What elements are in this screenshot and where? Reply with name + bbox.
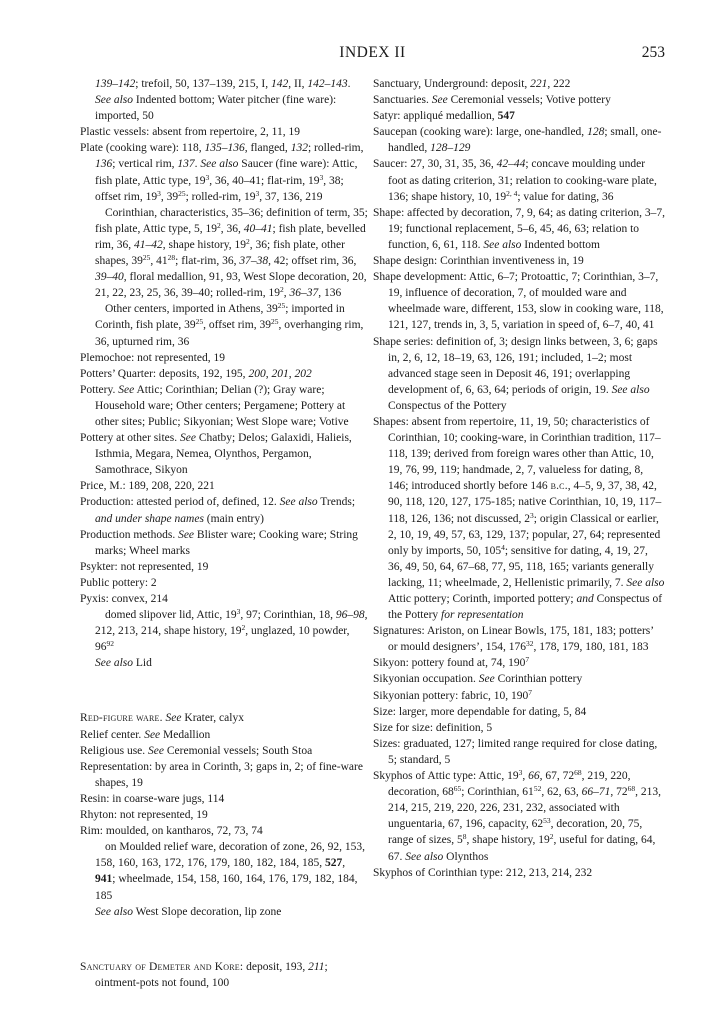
index-entry: Shape design: Corinthian inventiveness in, 19: [373, 255, 584, 268]
index-entry: Satyr: appliqué medallion, 547: [373, 110, 515, 123]
index-entry: Skyphos of Attic type: Attic, $19^3$, 66, 67, $72^{68}$, 219, 220, decoration, $68^{65}$; Corinthian, $61^{52}$, 62, 63, 66–71, $72^{68}$, 213, 214, 215, 219, 220, 226, 231, 232, associated with unguentaria, 67, 196, capacity, $62^{53}$, decoration, 20, 75, range of sizes, $5^8$, shape history, $19^2$, useful for dating, 64, 67. See also Olynthos: [373, 768, 661, 863]
index-entry: Shapes: absent from repertoire, 11, 19, 50; characteristics of Corinthian, 10; cooking-ware, in Corinthian tradition, 117–118, 139; derived from foreign wares other than Attic, 10, 19, 76, 99, 119; handmade, 2, 7, valueless for dating, 8, 146; introduced shortly before 146 b.c., 4–5, 9, 37, 38, 42, 90, 118, 120, 127, 175-185; native Corinthian, 10, 19, 117–118, 126, 136; not discussed, $2^3$; origin Classical or earlier, 2, 10, 19, 49, 57, 63, 129, 137; popular, 27, 64; represented only by imports, 50, $105^4$; sensitive for dating, 4, 19, 27, 36, 49, 50, 64, 67–68, 77, 95, 118, 165; variants generally lacking, 11; wheelmade, 2, Hellenistic primarily, 7. See also Attic pottery; Corinth, imported pottery; and Conspectus of the Pottery for representation: [373, 415, 665, 622]
index-entry: Shape series: definition of, 3; design links between, 3, 6; gaps in, 2, 6, 12, 18–19, 63, 126, 191; included, 1–2; most advanced stage seen in Deposit 46, 191; overlapping development of, 6, 63, 64; periods of origin, 19. See also Conspectus of the Pottery: [373, 335, 658, 412]
index-entry: Signatures: Ariston, on Linear Bowls, 175, 181, 183; potters’ or mould designers’, 154, $176^{32}$, 178, 179, 180, 181, 183: [373, 625, 654, 654]
index-entry: Psykter: not represented, 19: [80, 560, 209, 573]
entry-spacer: [80, 683, 368, 699]
index-entry: Pottery at other sites. See Chatby; Delos; Galaxidi, Halieis, Isthmia, Megara, Nemea, Olynthos, Pergamon, Samothrace, Sikyon: [80, 432, 352, 477]
index-entry: Sizes: graduated, 127; limited range required for close dating, 5; standard, 5: [373, 737, 658, 766]
index-entry: Size: larger, more dependable for dating, 5, 84: [373, 705, 587, 718]
index-subentry: Other centers, imported in Athens, $39^{25}$; imported in Corinth, fish plate, $39^{25}$, offset rim, $39^{25}$, overhanging rim, 36, upturned rim, 36: [95, 301, 364, 348]
index-entry: Production: attested period of, defined, 12. See also Trends; and under shape names (main entry): [80, 496, 356, 525]
index-entry: Religious use. See Ceremonial vessels; South Stoa: [80, 744, 313, 757]
index-entry: Shape development: Attic, 6–7; Protoattic, 7; Corinthian, 3–7, 19, influence of decoration, 7, of moulded ware and wheelmade ware, different, 153, slow in cooking ware, 118, 121, 127, trends in, 3, 5, variation in speed of, 6–7, 40, 41: [373, 271, 664, 332]
index-entry: Sanctuary, Underground: deposit, 221, 222: [373, 78, 571, 90]
index-entry: Sikyonian pottery: fabric, 10, $190^7$: [373, 687, 532, 702]
index-column-right: [373, 76, 665, 881]
index-entry: Relief center. See Medallion: [80, 728, 211, 741]
index-entry: Rhyton: not represented, 19: [80, 809, 208, 822]
index-entry: Saucer: 27, 30, 31, 35, 36, 42–44; concave moulding under foot as dating criterion, 31; relation to cooking-ware plate, 136; shape history, 10, 19$^{2, 4}$; value for dating, 36: [373, 158, 657, 203]
index-entry: Representation: by area in Corinth, 3; gaps in, 2; of fine-ware shapes, 19: [80, 760, 363, 789]
index-entry: Public pottery: 2: [80, 576, 157, 589]
index-entry: Sanctuary of Demeter and Kore: deposit, 193, 211; ointment-pots not found, 100: [80, 960, 328, 989]
index-entry: Plastic vessels: absent from repertoire, 2, 11, 19: [80, 126, 300, 139]
index-entry: Rim: moulded, on kantharos, 72, 73, 74: [80, 825, 263, 838]
index-entry: Shape: affected by decoration, 7, 9, 64; as dating criterion, 3–7, 19; functional replacement, 5–6, 45, 46, 63; relation to function, 6, 61, 118. See also Indented bottom: [373, 206, 665, 251]
index-entry: Pottery. See Attic; Corinthian; Delian (?); Gray ware; Household ware; Other centers; Pergamene; Pottery at other sites; Public; Sikyonian; West Slope ware; Votive: [80, 383, 349, 428]
index-entry: Size for size: definition, 5: [373, 721, 493, 734]
page-header: [80, 44, 665, 66]
index-subentry: 139–142; trefoil, 50, 137–139, 215, I, 142, II, 142–143. See also Indented bottom; Water pitcher (fine ware): imported, 50: [95, 78, 351, 123]
index-entry: Saucepan (cooking ware): large, one-handled, 128; small, one-handled, 128–129: [373, 126, 662, 155]
index-entry: Skyphos of Corinthian type: 212, 213, 214, 232: [373, 866, 593, 879]
running-title: INDEX II: [339, 44, 406, 61]
index-entry: Resin: in coarse-ware jugs, 114: [80, 792, 225, 805]
index-subentry: domed slipover lid, Attic, $19^3$, 97; Corinthian, 18, 96–98, 212, 213, 214, shape history, $19^2$, unglazed, 10 powder, $96^{92}$: [95, 607, 368, 654]
index-subentry: See also Lid: [95, 657, 152, 670]
index-entry: Price, M.: 189, 208, 220, 221: [80, 480, 215, 493]
index-entry: Sanctuaries. See Ceremonial vessels; Votive pottery: [373, 94, 611, 107]
index-subentry: Corinthian, characteristics, 35–36; definition of term, 35; fish plate, Attic type, 5, $19^2$, 36, 40–41; fish plate, bevelled rim, 36, 41–42, shape history, $19^2$, 36; fish plate, other shapes, $39^{25}$, $41^{28}$; flat-rim, 36, 37–38, 42; offset rim, 36, 39–40, floral medallion, 91, 93, West Slope decoration, 20, 21, 22, 23, 25, 36, 39–40; rolled-rim, $19^2$, 36–37, 136: [95, 206, 368, 300]
index-entry: Sikyon: pottery found at, 74, $190^7$: [373, 655, 530, 670]
index-entry: Plemochoe: not represented, 19: [80, 351, 225, 364]
index-subentry: See also West Slope decoration, lip zone: [95, 905, 282, 918]
index-entry: Red-figure ware. See Krater, calyx: [80, 712, 244, 725]
index-column-left: [80, 76, 368, 991]
index-entry: Production methods. See Blister ware; Cooking ware; String marks; Wheel marks: [80, 528, 358, 557]
page-number: 253: [641, 44, 665, 61]
index-entry: Plate (cooking ware): 118, 135–136, flanged, 132; rolled-rim, 136; vertical rim, 137. See also Saucer (fine ware): Attic, fish plate, Attic type, $19^3$, 36, 40–41; flat-rim, $19^3$, 38; offset rim, $19^3$, $39^{25}$; rolled-rim, $19^3$, 37, 136, 219: [80, 142, 364, 203]
index-entry: Potters’ Quarter: deposits, 192, 195, 200, 201, 202: [80, 367, 312, 380]
index-entry: Sikyonian occupation. See Corinthian pottery: [373, 673, 583, 686]
index-entry: Pyxis: convex, 214: [80, 593, 168, 605]
index-subentry: on Moulded relief ware, decoration of zone, 26, 92, 153, 158, 160, 163, 172, 176, 179, 180, 182, 184, 185, 527, 941; wheelmade, 154, 158, 160, 164, 176, 179, 182, 184, 185: [95, 841, 365, 902]
entry-spacer: [80, 931, 368, 947]
